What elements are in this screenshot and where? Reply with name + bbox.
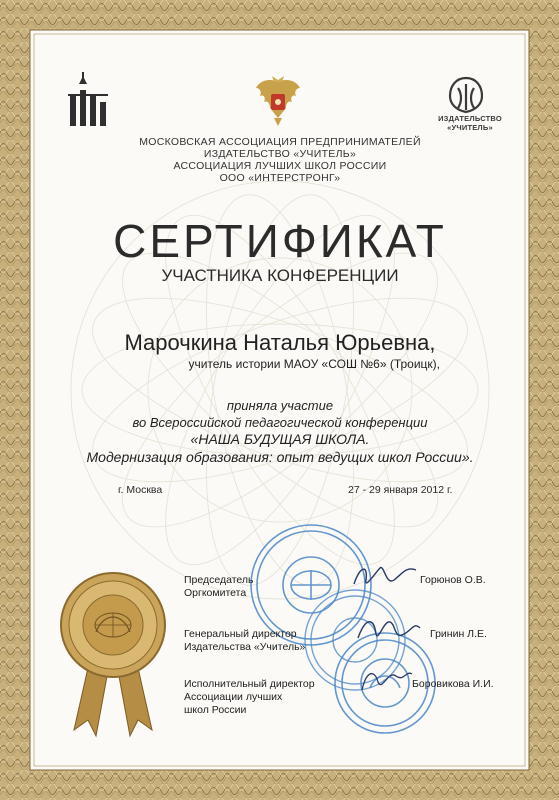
city: г. Москва bbox=[118, 484, 163, 496]
signatory-name: Боровикова И.И. bbox=[412, 678, 494, 690]
conference-name: «НАША БУДУЩАЯ ШКОЛА. bbox=[190, 431, 370, 447]
conference-type: во Всероссийской педагогической конференции bbox=[132, 415, 428, 430]
date: 27 - 29 января 2012 г. bbox=[348, 484, 453, 496]
signatory-title: Генеральный директор Издательства «Учитель» bbox=[184, 628, 306, 653]
association-logo-icon bbox=[66, 72, 110, 128]
participation-text: приняла участие bbox=[226, 398, 334, 413]
coat-of-arms-icon bbox=[252, 74, 304, 128]
certificate-subtitle: УЧАСТНИКА КОНФЕРЕНЦИИ bbox=[161, 266, 399, 285]
organization-line: МОСКОВСКАЯ АССОЦИАЦИЯ ПРЕДПРИНИМАТЕЛЕЙ bbox=[139, 136, 421, 148]
signatory-name: Гринин Л.Е. bbox=[430, 628, 487, 640]
signature-icon bbox=[350, 560, 420, 592]
signature-icon bbox=[354, 612, 424, 646]
certificate-title: СЕРТИФИКАТ bbox=[113, 215, 447, 267]
organization-line: ИЗДАТЕЛЬСТВО «УЧИТЕЛЬ» bbox=[203, 148, 357, 160]
organization-line: АССОЦИАЦИЯ ЛУЧШИХ ШКОЛ РОССИИ bbox=[173, 160, 387, 172]
signatory-name: Горюнов О.В. bbox=[420, 574, 486, 586]
signatory-title: Председатель Оргкомитета bbox=[184, 574, 254, 599]
gold-seal-icon bbox=[58, 570, 168, 740]
publisher-logo-text: ИЗДАТЕЛЬСТВО «УЧИТЕЛЬ» bbox=[438, 114, 502, 132]
signatory-title: Исполнительный директор Ассоциации лучших школ России bbox=[184, 678, 315, 716]
conference-theme: Модернизация образования: опыт ведущих школ России». bbox=[86, 449, 474, 465]
recipient-position: учитель истории МАОУ «СОШ №6» (Троицк), bbox=[188, 357, 440, 371]
signature-icon bbox=[356, 662, 416, 696]
organization-line: ООО «ИНТЕРСТРОНГ» bbox=[219, 172, 341, 184]
recipient-name: Марочкина Наталья Юрьевна, bbox=[124, 330, 436, 355]
